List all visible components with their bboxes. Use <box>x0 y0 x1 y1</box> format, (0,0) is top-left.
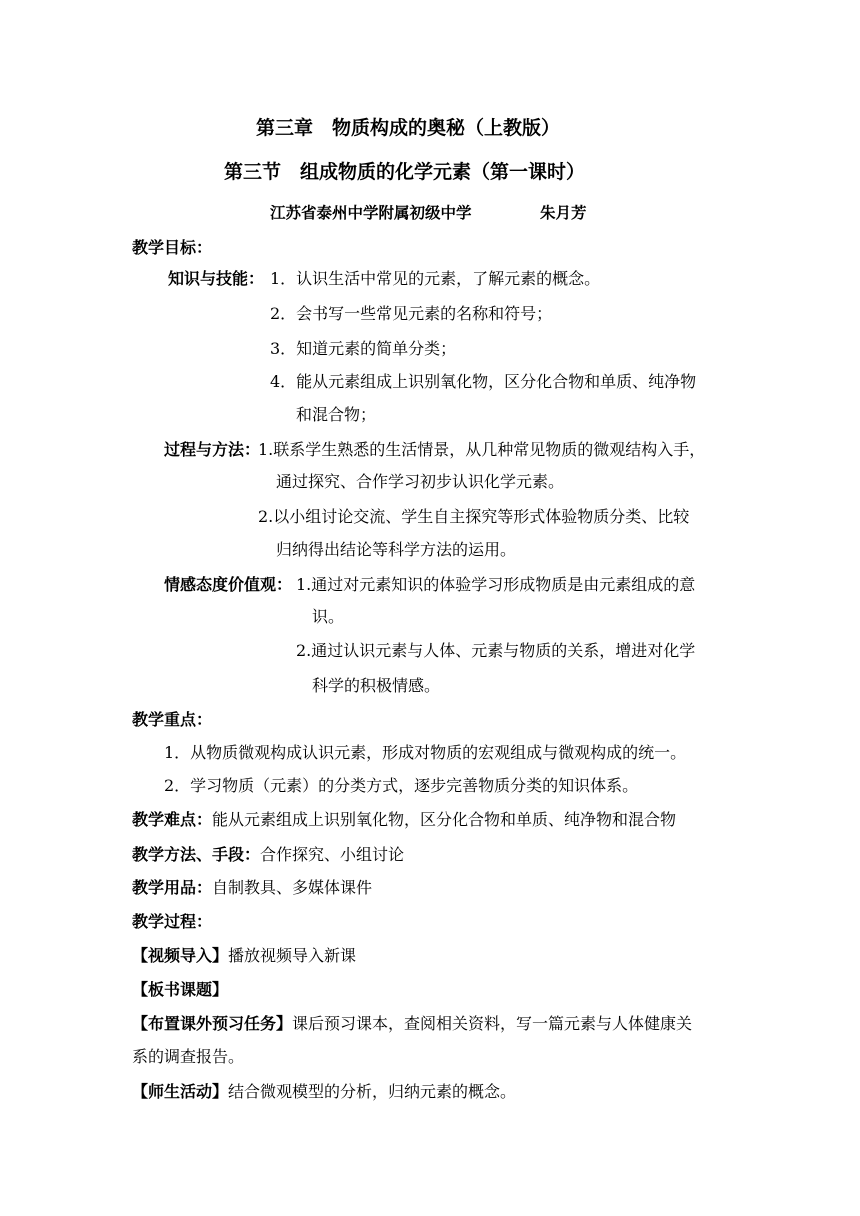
activity-text: 结合微观模型的分析，归纳元素的概念。 <box>228 1082 517 1101</box>
knowledge-item: 4．能从元素组成上识别氧化物，区分化合物和单质、纯净物 <box>270 372 697 391</box>
school-name: 江苏省泰州中学附属初级中学 <box>270 204 472 222</box>
emotion-item: 1.通过对元素知识的体验学习形成物质是由元素组成的意 <box>296 575 696 594</box>
process-item-cont: 归纳得出结论等科学方法的运用。 <box>276 540 517 559</box>
process-label: 过程与方法： <box>164 440 261 459</box>
emotion-label: 情感态度价值观： <box>164 575 293 594</box>
methods-label: 教学方法、手段： <box>132 845 261 864</box>
homework-line <box>132 1014 692 1034</box>
knowledge-item: 3．知道元素的简单分类； <box>270 339 457 358</box>
methods-text: 合作探究、小组讨论 <box>260 845 405 864</box>
knowledge-item: 1．认识生活中常见的元素，了解元素的概念。 <box>270 269 601 288</box>
process-item: 1.联系学生熟悉的生活情景，从几种常见物质的微观结构入手， <box>258 440 706 459</box>
homework-text: 课后预习课本，查阅相关资料，写一篇元素与人体健康关 <box>292 1014 693 1033</box>
video-text: 播放视频导入新课 <box>228 946 357 965</box>
objectives-heading: 教学目标： <box>132 238 213 257</box>
video-line <box>132 946 356 966</box>
process-section-heading: 教学过程： <box>132 912 213 931</box>
key-point-item: 2．学习物质（元素）的分类方式，逐步完善物质分类的知识体系。 <box>164 776 639 795</box>
activity-label: 【师生活动】 <box>132 1082 229 1101</box>
activity-line <box>132 1082 516 1102</box>
homework-label: 【布置课外预习任务】 <box>132 1014 293 1033</box>
key-point-item: 1．从物质微观构成认识元素，形成对物质的宏观组成与微观构成的统一。 <box>164 743 687 762</box>
materials-line <box>132 878 372 898</box>
key-points-heading: 教学重点： <box>132 710 213 729</box>
chapter-title: 第三章 物质构成的奥秘（上教版） <box>256 117 561 139</box>
emotion-item-cont: 科学的积极情感。 <box>312 676 441 695</box>
difficulty-label: 教学难点： <box>132 810 213 829</box>
emotion-item: 2.通过认识元素与人体、元素与物质的关系，增进对化学 <box>296 641 696 660</box>
process-item-cont: 通过探究、合作学习初步认识化学元素。 <box>276 472 565 491</box>
emotion-item-cont: 识。 <box>312 607 345 626</box>
methods-line <box>132 845 404 865</box>
video-label: 【视频导入】 <box>132 946 229 965</box>
section-title: 第三节 组成物质的化学元素（第一课时） <box>224 161 586 183</box>
difficulty-line <box>132 810 676 830</box>
materials-label: 教学用品： <box>132 878 213 897</box>
author-name: 朱月芳 <box>540 204 587 222</box>
knowledge-label: 知识与技能： <box>168 269 265 288</box>
board-line <box>132 980 228 1000</box>
difficulty-text: 能从元素组成上识别氧化物，区分化合物和单质、纯净物和混合物 <box>212 810 677 829</box>
homework-text-cont: 系的调查报告。 <box>132 1047 245 1066</box>
materials-text: 自制教具、多媒体课件 <box>212 878 373 897</box>
board-label: 【板书课题】 <box>132 980 229 999</box>
knowledge-item-cont: 和混合物； <box>296 405 377 424</box>
knowledge-item: 2．会书写一些常见元素的名称和符号； <box>270 304 553 323</box>
process-item: 2.以小组讨论交流、学生自主探究等形式体验物质分类、比较 <box>258 507 690 526</box>
